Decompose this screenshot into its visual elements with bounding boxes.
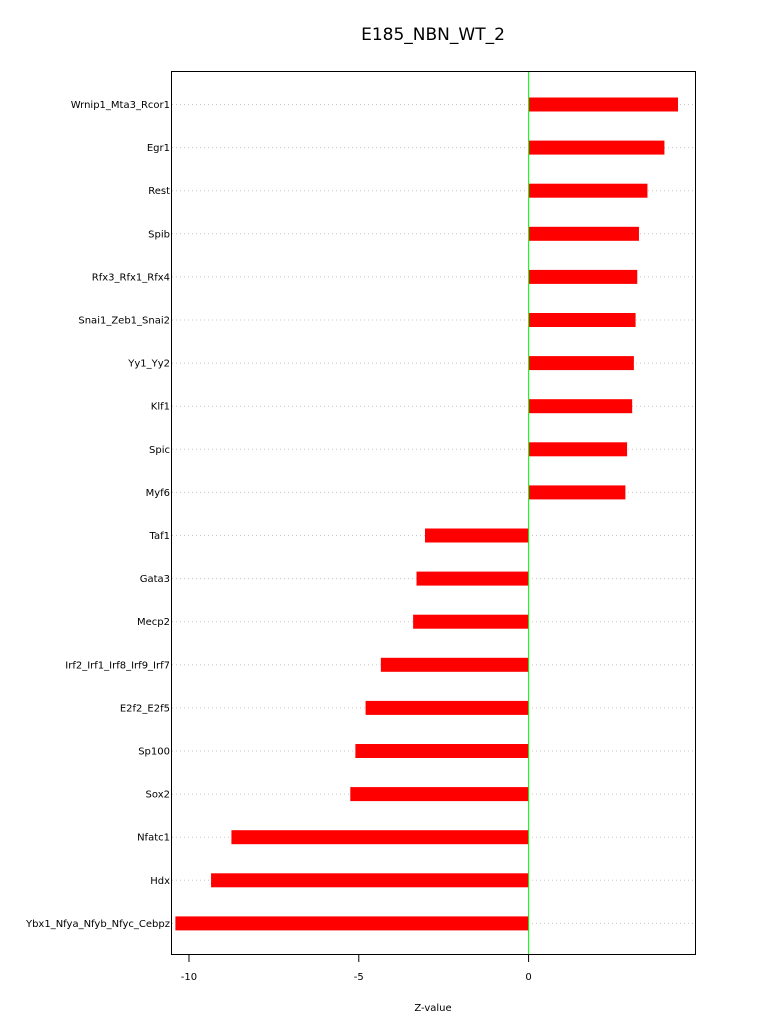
bar <box>413 615 528 629</box>
bars <box>175 98 678 931</box>
category-label: Spic <box>149 444 170 456</box>
x-axis <box>181 954 532 983</box>
bar <box>529 442 627 456</box>
bar <box>529 399 633 413</box>
category-label: Nfatc1 <box>137 832 170 844</box>
category-label: Myf6 <box>145 487 170 499</box>
bar <box>529 270 638 284</box>
category-label: E2f2_E2f5 <box>119 703 170 715</box>
bar <box>366 701 529 715</box>
bar <box>355 744 528 758</box>
bar <box>417 572 529 586</box>
category-label: Taf1 <box>149 531 170 542</box>
category-label: Klf1 <box>150 401 170 413</box>
category-label: Snai1_Zeb1_Snai2 <box>78 315 170 327</box>
plot-frame <box>172 72 696 955</box>
category-label: Egr1 <box>146 143 170 155</box>
bar <box>425 529 529 543</box>
x-axis-label: Z-value <box>414 1003 452 1014</box>
bar <box>231 830 528 844</box>
bar <box>529 485 626 499</box>
chart-title: E185_NBN_WT_2 <box>361 25 505 45</box>
bar <box>529 184 648 198</box>
x-tick-label: -5 <box>353 972 364 983</box>
category-label: Irf2_Irf1_Irf8_Irf9_Irf7 <box>65 660 170 672</box>
bar <box>529 313 636 327</box>
category-label: Wrnip1_Mta3_Rcor1 <box>70 100 170 111</box>
bar <box>350 787 528 801</box>
bar <box>529 141 665 155</box>
x-tick-label: 0 <box>525 972 532 983</box>
bar <box>381 658 529 672</box>
category-label: Yy1_Yy2 <box>128 358 170 370</box>
category-label: Spib <box>148 229 170 241</box>
category-label: Sox2 <box>145 789 170 801</box>
category-label: Hdx <box>150 875 170 887</box>
category-label: Rest <box>148 186 170 198</box>
category-label: Gata3 <box>139 574 170 586</box>
bar <box>175 916 528 930</box>
category-label: Ybx1_Nfya_Nfyb_Nfyc_Cebpz <box>25 918 170 930</box>
bar <box>529 356 634 370</box>
bar <box>529 98 678 112</box>
bar <box>529 227 639 241</box>
category-label: Rfx3_Rfx1_Rfx4 <box>91 272 170 284</box>
bar <box>211 873 529 887</box>
category-labels <box>25 100 170 930</box>
x-tick-label: -10 <box>180 972 198 983</box>
category-label: Mecp2 <box>137 617 170 629</box>
category-label: Sp100 <box>138 746 170 758</box>
